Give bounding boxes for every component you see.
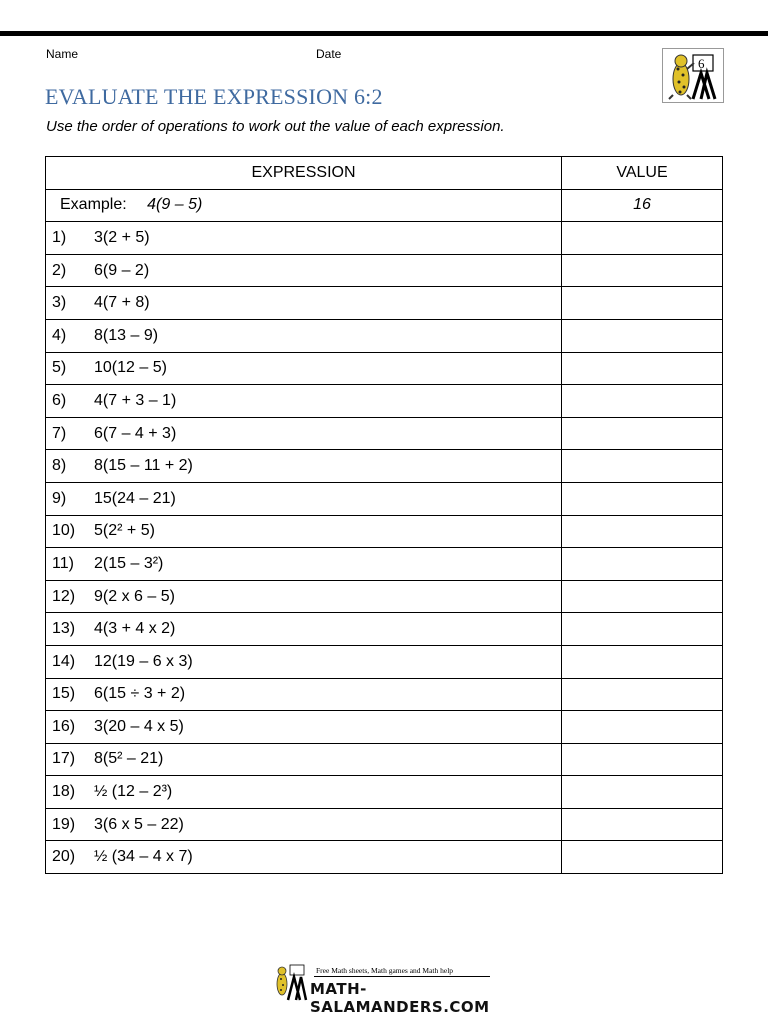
footer-tagline: Free Math sheets, Math games and Math help xyxy=(316,966,454,975)
problem-expression: 8(5² – 21) xyxy=(94,750,164,768)
answer-cell[interactable] xyxy=(562,254,723,287)
problem-number: 15) xyxy=(52,685,76,703)
footer-salamander-icon xyxy=(270,962,310,1002)
problem-expression-cell xyxy=(46,580,562,613)
problem-number: 12) xyxy=(52,587,76,605)
problem-expression-cell xyxy=(46,450,562,483)
answer-cell[interactable] xyxy=(562,580,723,613)
problem-row xyxy=(46,580,723,613)
answer-cell[interactable] xyxy=(562,450,723,483)
problem-number: 19) xyxy=(52,815,76,833)
problem-number: 17) xyxy=(52,750,76,768)
answer-cell[interactable] xyxy=(562,385,723,418)
problem-row xyxy=(46,417,723,450)
value-column-header: VALUE xyxy=(562,157,723,190)
problem-row xyxy=(46,319,723,352)
top-rule xyxy=(0,31,768,36)
problem-number: 3) xyxy=(52,294,67,312)
problem-row xyxy=(46,548,723,581)
problem-row xyxy=(46,808,723,841)
footer-logo xyxy=(270,962,500,1016)
answer-cell[interactable] xyxy=(562,776,723,809)
problem-number: 14) xyxy=(52,652,76,670)
problem-expression-cell xyxy=(46,482,562,515)
problem-row xyxy=(46,450,723,483)
answer-cell[interactable] xyxy=(562,711,723,744)
problem-number: 6) xyxy=(52,391,67,409)
answer-cell[interactable] xyxy=(562,613,723,646)
problem-expression: 3(2 + 5) xyxy=(94,228,150,246)
problem-expression-cell xyxy=(46,776,562,809)
problem-expression: 15(24 – 21) xyxy=(94,489,176,507)
name-label: Name xyxy=(46,47,79,61)
example-row xyxy=(46,189,723,222)
problem-row xyxy=(46,352,723,385)
problem-expression-cell xyxy=(46,548,562,581)
problem-expression-cell xyxy=(46,678,562,711)
footer-divider xyxy=(314,976,490,977)
problem-expression: ½ (12 – 2³) xyxy=(94,783,173,801)
answer-cell[interactable] xyxy=(562,222,723,255)
problem-expression: 4(7 + 8) xyxy=(94,294,150,312)
problem-number: 7) xyxy=(52,424,67,442)
problem-expression: ½ (34 – 4 x 7) xyxy=(94,848,193,866)
problem-expression-cell xyxy=(46,841,562,874)
table-header-row xyxy=(46,157,723,190)
problem-expression-cell xyxy=(46,385,562,418)
answer-cell[interactable] xyxy=(562,515,723,548)
expression-table xyxy=(45,156,723,874)
problem-expression-cell xyxy=(46,222,562,255)
problem-expression: 4(3 + 4 x 2) xyxy=(94,620,176,638)
problem-row xyxy=(46,254,723,287)
problem-row xyxy=(46,678,723,711)
answer-cell[interactable] xyxy=(562,319,723,352)
problem-expression-cell xyxy=(46,743,562,776)
problem-row xyxy=(46,645,723,678)
problem-expression-cell xyxy=(46,319,562,352)
problem-expression: 9(2 x 6 – 5) xyxy=(94,587,175,605)
problem-row xyxy=(46,222,723,255)
problem-number: 11) xyxy=(52,554,74,572)
answer-cell[interactable] xyxy=(562,645,723,678)
problem-number: 16) xyxy=(52,717,76,735)
footer-brand: MATH-SALAMANDERS.COM xyxy=(310,980,490,1016)
problem-row xyxy=(46,776,723,809)
example-value: 16 xyxy=(562,189,723,222)
problem-row xyxy=(46,841,723,874)
problem-expression-cell xyxy=(46,417,562,450)
problem-expression: 8(15 – 11 + 2) xyxy=(94,457,193,475)
problem-number: 18) xyxy=(52,783,76,801)
problem-expression-cell xyxy=(46,254,562,287)
problem-expression: 6(9 – 2) xyxy=(94,261,150,279)
problem-expression: 2(15 – 3²) xyxy=(94,554,164,572)
problem-expression-cell xyxy=(46,613,562,646)
problem-number: 5) xyxy=(52,359,67,377)
problem-expression-cell xyxy=(46,808,562,841)
problem-number: 4) xyxy=(52,326,67,344)
answer-cell[interactable] xyxy=(562,417,723,450)
problem-expression: 6(15 ÷ 3 + 2) xyxy=(94,685,186,703)
problem-row xyxy=(46,515,723,548)
problem-row xyxy=(46,711,723,744)
salamander-logo xyxy=(662,48,724,103)
problem-expression-cell xyxy=(46,645,562,678)
answer-cell[interactable] xyxy=(562,841,723,874)
logo-badge-number: 6 xyxy=(698,56,705,71)
problem-row xyxy=(46,613,723,646)
problem-expression: 3(20 – 4 x 5) xyxy=(94,717,184,735)
problem-number: 9) xyxy=(52,489,67,507)
salamander-logo-icon xyxy=(663,49,723,102)
problem-expression: 12(19 – 6 x 3) xyxy=(94,652,193,670)
problem-number: 2) xyxy=(52,261,67,279)
example-label: Example: xyxy=(60,196,127,214)
answer-cell[interactable] xyxy=(562,287,723,320)
example-cell xyxy=(46,189,562,222)
problem-row xyxy=(46,482,723,515)
problem-number: 10) xyxy=(52,522,76,540)
problem-expression-cell xyxy=(46,515,562,548)
problem-number: 8) xyxy=(52,457,67,475)
problem-expression: 3(6 x 5 – 22) xyxy=(94,815,184,833)
problem-expression-cell xyxy=(46,352,562,385)
answer-cell[interactable] xyxy=(562,482,723,515)
expression-column-header: EXPRESSION xyxy=(46,157,562,190)
page-title: EVALUATE THE EXPRESSION 6:2 xyxy=(45,84,383,109)
answer-cell[interactable] xyxy=(562,548,723,581)
answer-cell[interactable] xyxy=(562,743,723,776)
problem-expression-cell xyxy=(46,287,562,320)
problem-expression: 4(7 + 3 – 1) xyxy=(94,391,177,409)
problem-number: 13) xyxy=(52,620,76,638)
date-label: Date xyxy=(316,47,342,61)
problem-expression: 10(12 – 5) xyxy=(94,359,167,377)
problem-row xyxy=(46,385,723,418)
instructions: Use the order of operations to work out the value of each expression. xyxy=(46,118,505,135)
problem-expression-cell xyxy=(46,711,562,744)
problem-expression: 6(7 – 4 + 3) xyxy=(94,424,177,442)
problem-expression: 5(2² + 5) xyxy=(94,522,155,540)
answer-cell[interactable] xyxy=(562,808,723,841)
problem-number: 20) xyxy=(52,848,76,866)
example-expression: 4(9 – 5) xyxy=(147,196,203,214)
answer-cell[interactable] xyxy=(562,678,723,711)
problem-row xyxy=(46,743,723,776)
problem-expression: 8(13 – 9) xyxy=(94,326,159,344)
problem-row xyxy=(46,287,723,320)
problem-number: 1) xyxy=(52,228,67,246)
answer-cell[interactable] xyxy=(562,352,723,385)
